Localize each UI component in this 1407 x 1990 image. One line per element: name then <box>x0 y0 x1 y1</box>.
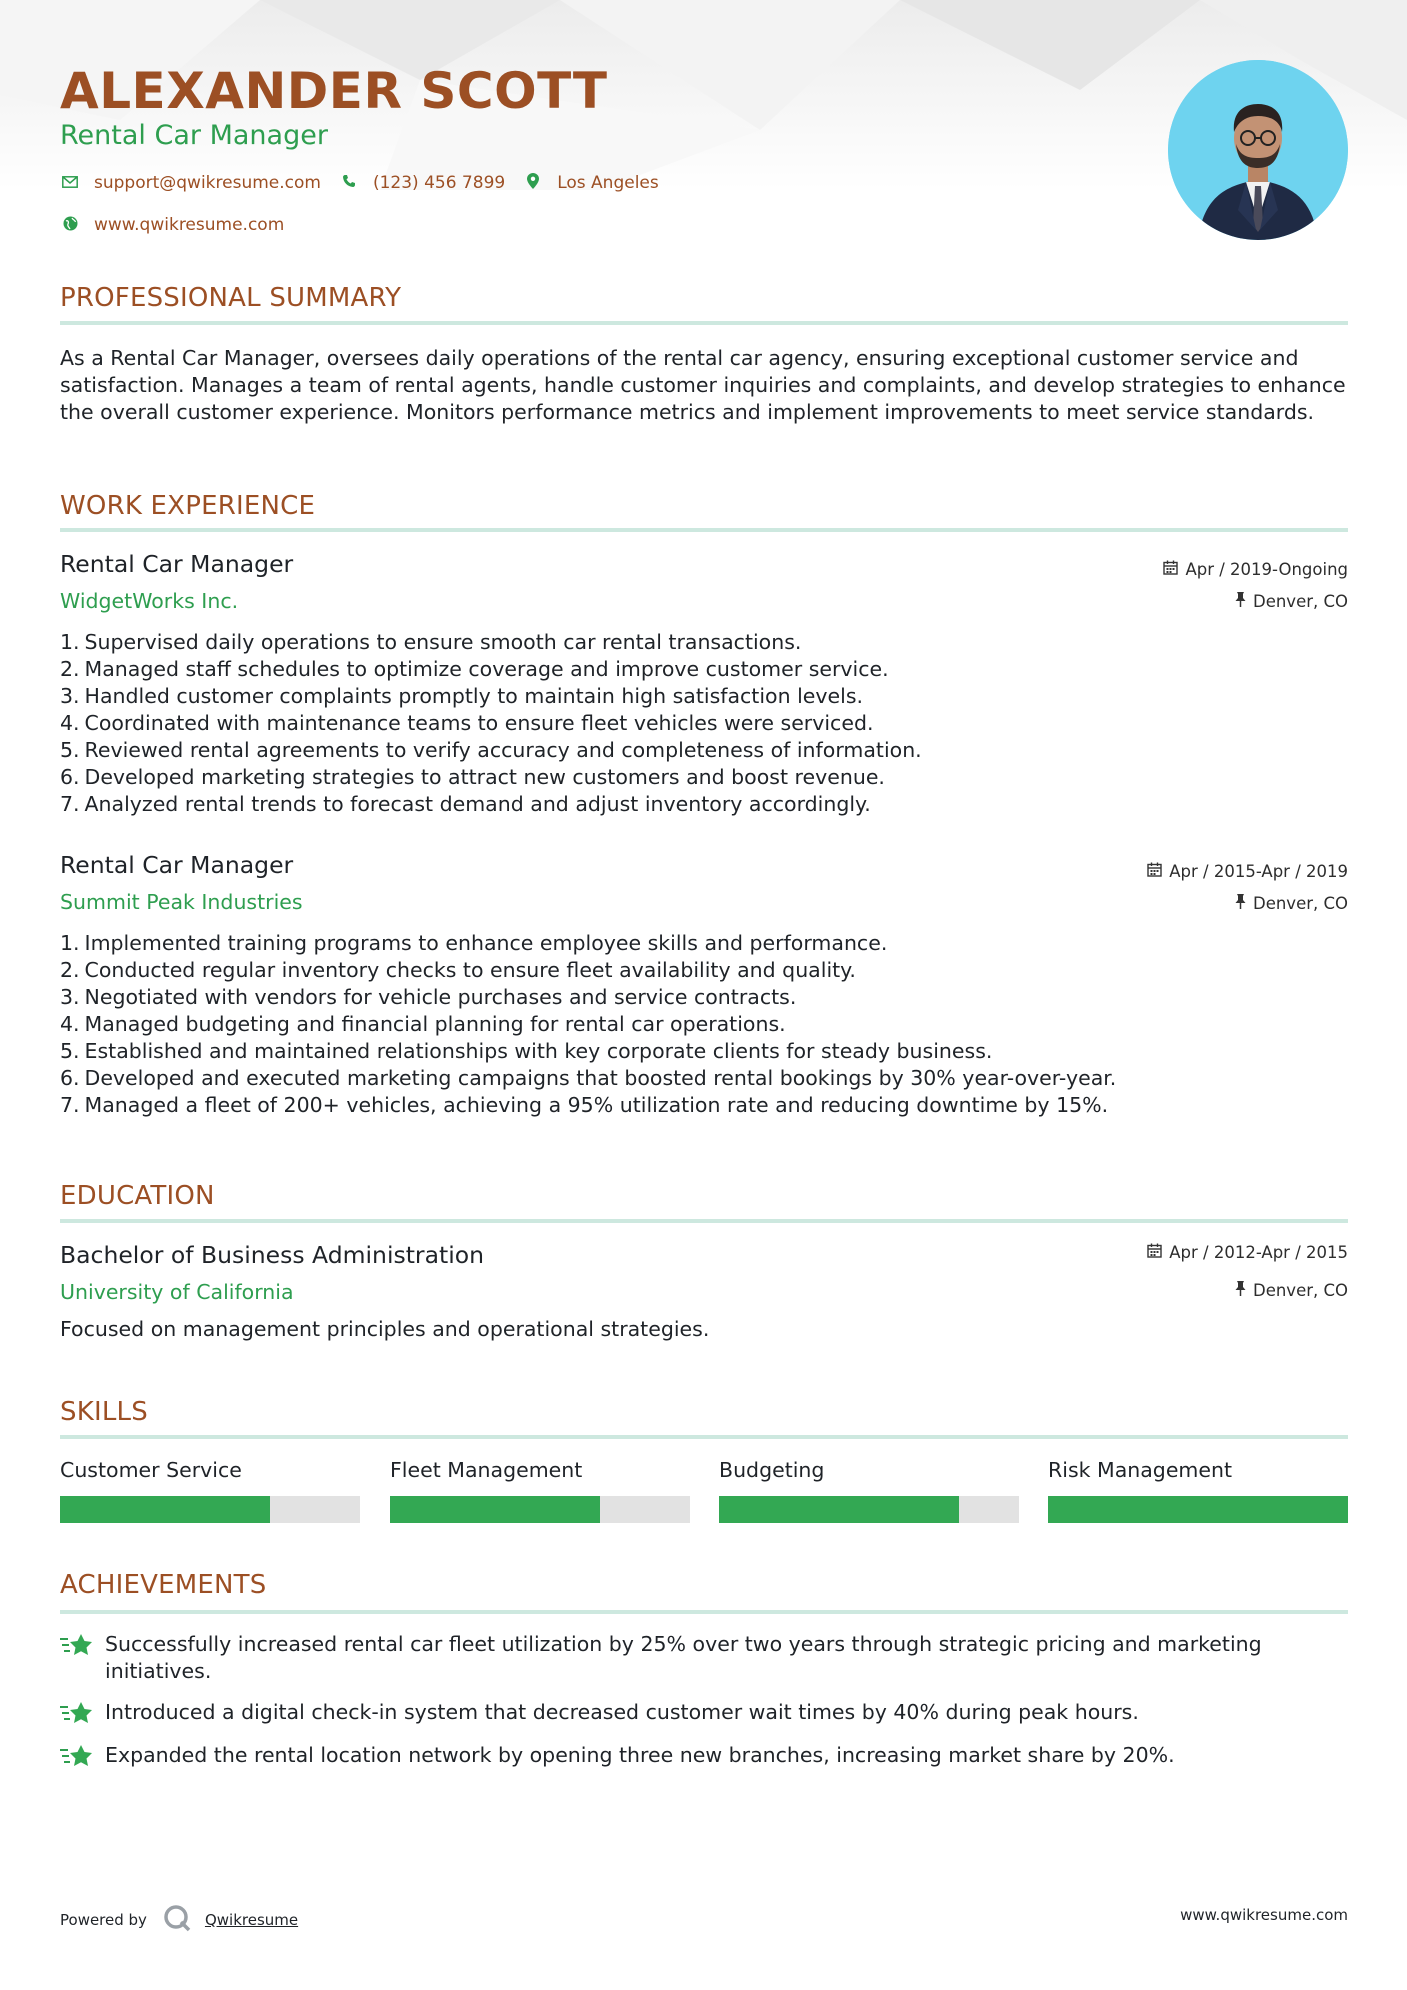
education-heading: EDUCATION <box>60 1181 215 1211</box>
education-description: Focused on management principles and operational strategies. <box>60 1317 710 1341</box>
pushpin-icon <box>1235 894 1246 913</box>
email-link[interactable]: support@qwikresume.com <box>94 173 321 193</box>
website-link[interactable]: www.qwikresume.com <box>94 215 285 235</box>
candidate-name: ALEXANDER SCOTT <box>60 62 608 120</box>
school-name: University of California <box>60 1280 294 1304</box>
map-pin-icon <box>523 173 543 193</box>
job-bullets <box>60 629 922 818</box>
skill-name: Risk Management <box>1048 1458 1233 1482</box>
qwikresume-logo-icon <box>163 1904 191 1936</box>
job-location-text: Denver, CO <box>1252 894 1348 913</box>
pushpin-icon <box>1235 592 1246 611</box>
experience-divider <box>60 528 1348 532</box>
calendar-icon <box>1147 862 1162 881</box>
skill-name: Fleet Management <box>390 1458 583 1482</box>
list-item: 5. Established and maintained relationships with key corporate clients for steady business. <box>60 1039 993 1063</box>
skill-bar <box>1048 1496 1348 1523</box>
summary-text: As a Rental Car Manager, oversees daily operations of the rental car agency, ensuring exceptional customer service and satisfaction. Manages a team of rental agents, handle customer inquiries and complaints, and develop strategies to enhance the overall customer experience. Monitors performance metrics and implement improvements to meet service standards. <box>60 346 1346 424</box>
achievement-item <box>60 1699 1350 1731</box>
list-item: 1. Implemented training programs to enhance employee skills and performance. <box>60 931 888 955</box>
list-item: 2. Conducted regular inventory checks to ensure fleet availability and quality. <box>60 958 856 982</box>
skill-bar <box>719 1496 1019 1523</box>
list-item: 6. Developed marketing strategies to attract new customers and boost revenue. <box>60 765 885 789</box>
skill-item <box>719 1458 1019 1482</box>
skill-item <box>1048 1458 1348 1482</box>
skills-heading: SKILLS <box>60 1397 148 1427</box>
job-location <box>1235 894 1348 913</box>
job-company: Summit Peak Industries <box>60 890 303 914</box>
job-company: WidgetWorks Inc. <box>60 589 239 613</box>
list-item: 2. Managed staff schedules to optimize coverage and improve customer service. <box>60 657 889 681</box>
skill-bar-fill <box>1048 1496 1348 1523</box>
contact-row-secondary <box>60 215 302 235</box>
skill-item <box>390 1458 690 1482</box>
pushpin-icon <box>1235 1281 1246 1300</box>
envelope-icon <box>60 174 80 192</box>
achievements-divider <box>60 1610 1348 1614</box>
calendar-icon <box>1163 560 1178 579</box>
achievement-text: Expanded the rental location network by opening three new branches, increasing market share by 20%. <box>105 1743 1175 1767</box>
star-icon <box>60 1699 105 1731</box>
calendar-icon <box>1147 1243 1162 1262</box>
education-dates-text: Apr / 2012-Apr / 2015 <box>1169 1243 1348 1262</box>
skill-name: Customer Service <box>60 1458 242 1482</box>
phone-number: (123) 456 7899 <box>372 173 506 193</box>
skill-bar-fill <box>719 1496 959 1523</box>
summary-heading: PROFESSIONAL SUMMARY <box>60 283 402 313</box>
job-title: Rental Car Manager <box>60 550 294 578</box>
list-item: 1. Supervised daily operations to ensure smooth car rental transactions. <box>60 630 802 654</box>
qwikresume-link[interactable]: Qwikresume <box>204 1911 299 1929</box>
job-bullets <box>60 930 1116 1119</box>
summary-divider <box>60 321 1348 325</box>
list-item: 5. Reviewed rental agreements to verify accuracy and completeness of information. <box>60 738 922 762</box>
footer-website[interactable]: www.qwikresume.com <box>1180 1906 1348 1924</box>
achievement-item <box>60 1742 1350 1774</box>
education-location-text: Denver, CO <box>1252 1281 1348 1300</box>
list-item: 4. Managed budgeting and financial planning for rental car operations. <box>60 1012 786 1036</box>
footer-powered-by <box>60 1904 298 1936</box>
skill-bar <box>390 1496 690 1523</box>
achievement-item <box>60 1631 1350 1685</box>
job-dates <box>1147 862 1348 881</box>
list-item: 7. Managed a fleet of 200+ vehicles, achieving a 95% utilization rate and reducing downtime by 15%. <box>60 1093 1109 1117</box>
skills-divider <box>60 1435 1348 1439</box>
skill-bar-fill <box>60 1496 270 1523</box>
star-icon <box>60 1631 105 1685</box>
contact-row-primary <box>60 173 677 193</box>
skill-name: Budgeting <box>719 1458 825 1482</box>
experience-heading: WORK EXPERIENCE <box>60 491 316 521</box>
list-item: 3. Handled customer complaints promptly to maintain high satisfaction levels. <box>60 684 864 708</box>
skill-bar-fill <box>390 1496 600 1523</box>
job-location <box>1235 592 1348 611</box>
skill-item <box>60 1458 360 1482</box>
candidate-title: Rental Car Manager <box>60 120 328 151</box>
achievement-text: Successfully increased rental car fleet utilization by 25% over two years through strategic pricing and marketing initiatives. <box>105 1632 1262 1683</box>
list-item: 4. Coordinated with maintenance teams to ensure fleet vehicles were serviced. <box>60 711 874 735</box>
list-item: 3. Negotiated with vendors for vehicle purchases and service contracts. <box>60 985 797 1009</box>
achievement-text: Introduced a digital check-in system that decreased customer wait times by 40% during peak hours. <box>105 1700 1139 1724</box>
education-location <box>1235 1281 1348 1300</box>
location-text: Los Angeles <box>557 173 659 193</box>
achievements-heading: ACHIEVEMENTS <box>60 1570 267 1600</box>
powered-by-label: Powered by <box>60 1911 147 1929</box>
education-divider <box>60 1219 1348 1223</box>
education-dates <box>1147 1243 1348 1262</box>
degree-title: Bachelor of Business Administration <box>60 1241 485 1269</box>
job-dates <box>1163 560 1348 579</box>
skill-bar <box>60 1496 360 1523</box>
job-dates-text: Apr / 2019-Ongoing <box>1185 560 1348 579</box>
profile-photo <box>1168 60 1348 240</box>
globe-icon <box>60 216 80 235</box>
star-icon <box>60 1742 105 1774</box>
job-title: Rental Car Manager <box>60 851 294 879</box>
list-item: 6. Developed and executed marketing campaigns that boosted rental bookings by 30% year-over-year. <box>60 1066 1117 1090</box>
job-location-text: Denver, CO <box>1252 592 1348 611</box>
list-item: 7. Analyzed rental trends to forecast demand and adjust inventory accordingly. <box>60 792 871 816</box>
phone-icon <box>339 174 359 192</box>
job-dates-text: Apr / 2015-Apr / 2019 <box>1169 862 1348 881</box>
